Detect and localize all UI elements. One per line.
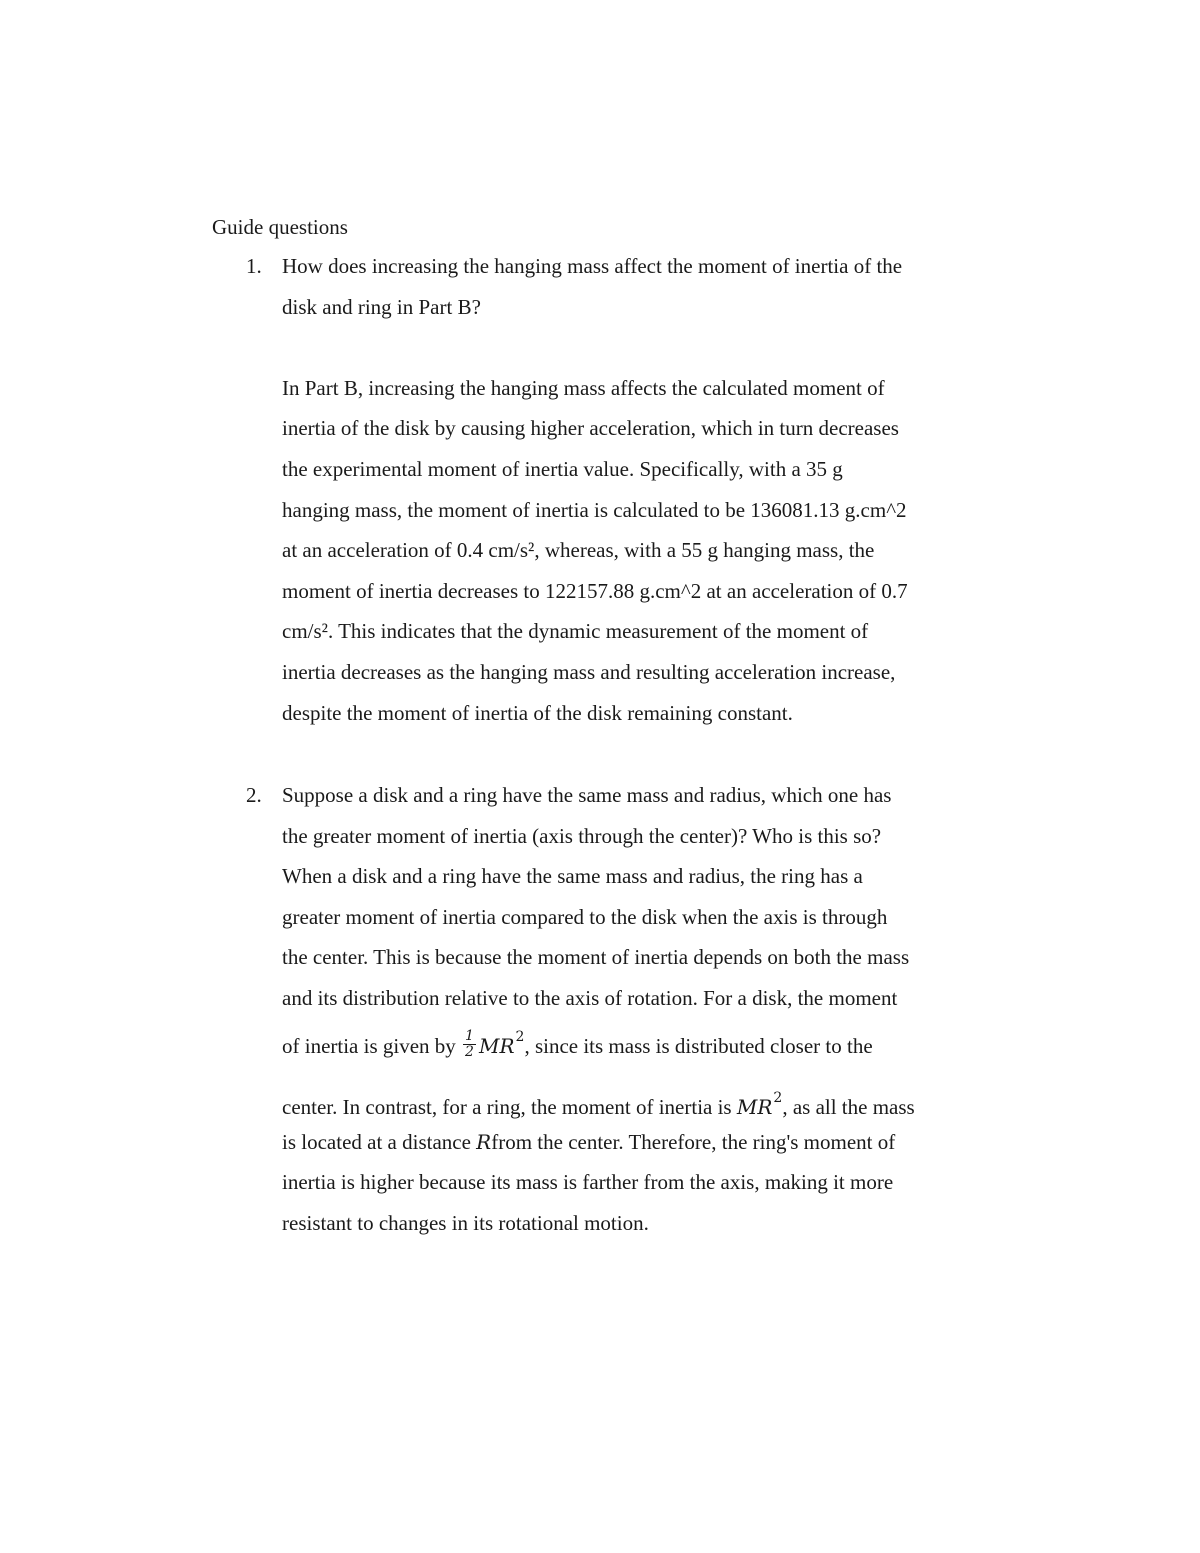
text-run: , since its mass is distributed closer to the	[524, 1033, 873, 1058]
question-line: disk and ring in Part B?	[282, 294, 481, 319]
text-line-with-formula	[282, 1019, 1002, 1074]
math-r: R	[476, 1129, 492, 1154]
question-line: How does increasing the hanging mass affect the moment of inertia of the	[282, 254, 903, 278]
list-number: 2.	[246, 783, 262, 807]
answer-line: In Part B, increasing the hanging mass affects the calculated moment of	[282, 375, 885, 400]
text-line: greater moment of inertia compared to the disk when the axis is through	[282, 904, 888, 929]
text-line: the center. This is because the moment of inertia depends on both the mass	[282, 945, 910, 970]
text-line-with-formula	[282, 1122, 1002, 1163]
answer-line: at an acceleration of 0.4 cm/s², whereas, with a 55 g hanging mass, the	[282, 538, 875, 563]
text-run: center. In contrast, for a ring, the moment of inertia is	[282, 1094, 737, 1119]
text-line: When a disk and a ring have the same mass and radius, the ring has a	[282, 864, 863, 889]
exponent: 2	[773, 1089, 783, 1106]
text-run: from the center. Therefore, the ring's moment of	[491, 1129, 896, 1154]
text-line: and its distribution relative to the axis of rotation. For a disk, the moment	[282, 985, 898, 1010]
answer-line: moment of inertia decreases to 122157.88 g.cm^2 at an acceleration of 0.7	[282, 578, 908, 603]
answer-line: inertia decreases as the hanging mass and resulting acceleration increase,	[282, 659, 896, 684]
math-mr: MR	[736, 1094, 773, 1119]
text-run: is located at a distance	[282, 1129, 477, 1154]
answer-line: the experimental moment of inertia value. Specifically, with a 35 g	[282, 456, 843, 481]
question-2-body	[282, 775, 1002, 1243]
exponent: 2	[515, 1028, 525, 1045]
fraction-numerator: 1	[465, 1028, 474, 1045]
fraction-denominator: 2	[465, 1044, 474, 1061]
text-line: inertia is higher because its mass is farther from the axis, making it more	[282, 1170, 894, 1195]
text-line: resistant to changes in its rotational motion.	[282, 1210, 649, 1235]
text-run: of inertia is given by	[282, 1033, 462, 1058]
text-line: Suppose a disk and a ring have the same mass and radius, which one has	[282, 783, 892, 807]
text-line: the greater moment of inertia (axis through the center)? Who is this so?	[282, 823, 882, 848]
fraction-one-half	[463, 1029, 476, 1060]
section-heading: Guide questions	[212, 215, 348, 239]
question-1-body	[282, 246, 1002, 733]
answer-line: cm/s². This indicates that the dynamic measurement of the moment of	[282, 619, 869, 644]
answer-line: despite the moment of inertia of the disk remaining constant.	[282, 700, 793, 725]
answer-line: inertia of the disk by causing higher acceleration, which in turn decreases	[282, 416, 899, 441]
list-number: 1.	[246, 254, 262, 278]
text-line-with-formula	[282, 1074, 1002, 1122]
math-mr: MR	[478, 1033, 515, 1058]
answer-line: hanging mass, the moment of inertia is calculated to be 136081.13 g.cm^2	[282, 497, 907, 522]
text-run: , as all the mass	[782, 1094, 915, 1119]
blank-line	[282, 327, 1002, 368]
